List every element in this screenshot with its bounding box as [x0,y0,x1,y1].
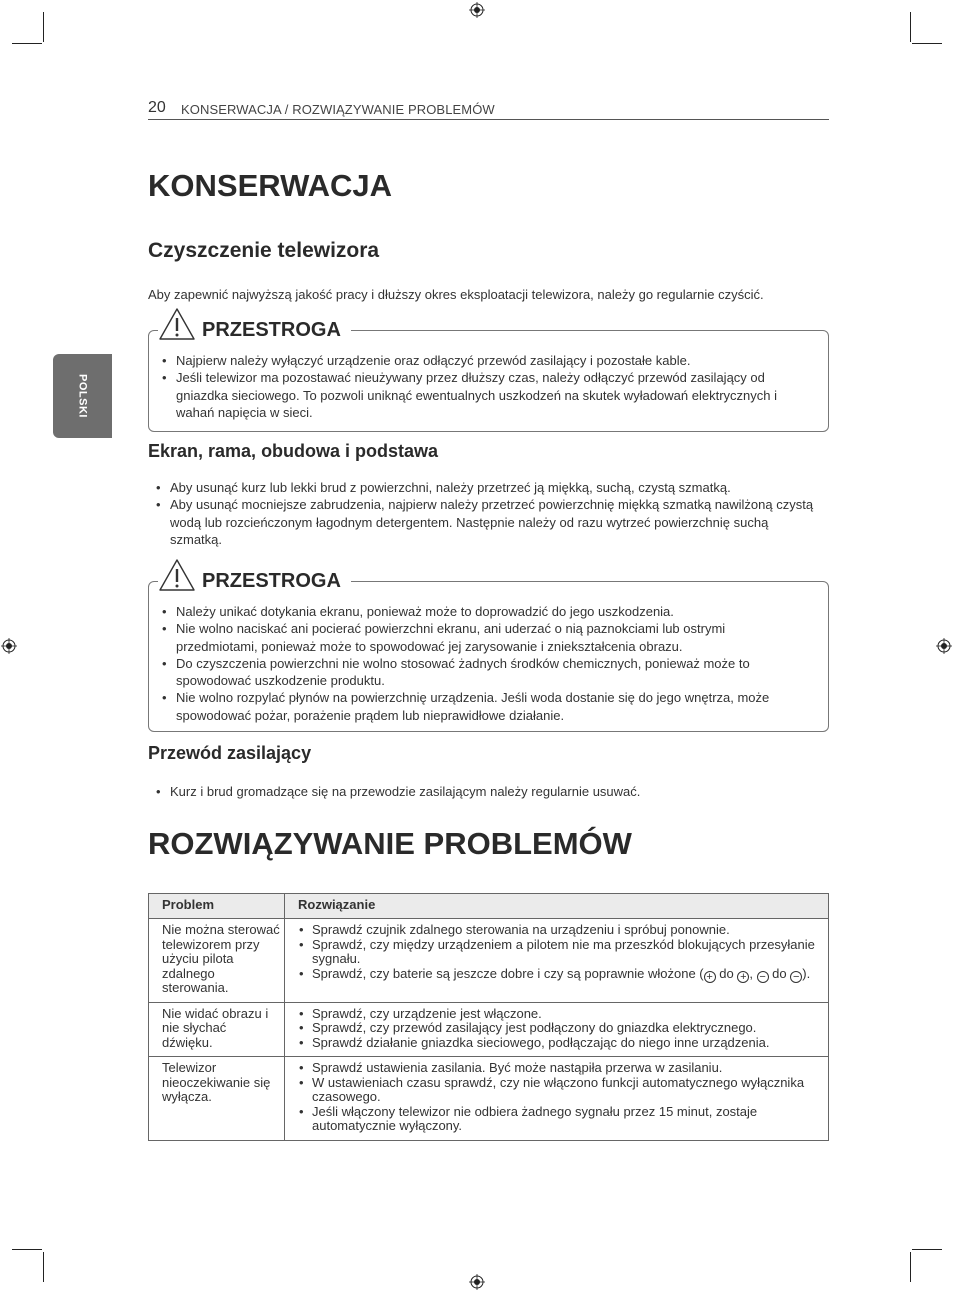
list-item: • Najpierw należy wyłączyć urządzenie oraz odłączyć przewód zasilający i pozostałe kable. [154,352,794,369]
list-item: • Sprawdź, czy przewód zasilający jest podłączony do gniazdka elektrycznego. [298,1021,818,1036]
plus-terminal-icon: + [704,971,716,983]
list-item: • Sprawdź działanie gniazdka sieciowego, podłączając do niego inne urządzenia. [298,1036,818,1051]
cleaning-intro: Aby zapewnić najwyższą jakość pracy i dłuższy okres eksploatacji telewizora, należy go regularnie czyścić. [148,287,764,302]
heading-power-cord: Przewód zasilający [148,743,312,763]
list-item: • Jeśli włączony telewizor nie odbiera żadnego sygnału przez 15 minut, zostaje automatycznie wyłączony. [298,1105,818,1134]
registration-mark-icon [469,1274,485,1290]
warning-triangle-icon [158,307,196,341]
heading-screen: Ekran, rama, obudowa i podstawa [148,441,439,461]
heading-cleaning: Czyszczenie telewizora [148,239,380,262]
registration-mark-icon [1,638,17,654]
crop-mark [910,1252,911,1282]
battery-note-text: ). [802,965,811,981]
problem-cell: Telewizor nieoczekiwanie się wyłącza. [149,1057,285,1141]
troubleshooting-table [148,893,829,1141]
list-item: • Należy unikać dotykania ekranu, ponieważ może to doprowadzić do jego uszkodzenia. [154,603,799,620]
list-item: • Sprawdź, czy między urządzeniem a pilotem nie ma przeszkód blokujących przesyłanie sygnału. [298,938,818,967]
page-number: 20 [148,99,166,116]
list-item: • Sprawdź, czy urządzenie jest włączone. [298,1007,818,1022]
header-rule [148,119,829,120]
crop-mark [12,1249,42,1250]
table-row [149,1057,829,1141]
battery-note-text: , [749,965,753,981]
column-header-problem: Problem [149,894,285,919]
caution-box-cleaning [148,330,829,432]
registration-mark-icon [936,638,952,654]
list-item: • Nie wolno naciskać ani pocierać powierzchni ekranu, ani uderzać o nią paznokciami lub ostrymi przedmiotami, ponieważ może to spowodować jej zarysowanie i zniekształcenia obrazu. [154,620,799,655]
list-item: • Aby usunąć mocniejsze zabrudzenia, najpierw należy przetrzeć powierzchnię miękką szmatką nawilżoną czystą wodą lub rozcieńczonym łagodnym detergentem. Następnie należy od razu wytrzeć powierzchnię suchą szmatką. [148,496,818,548]
running-head: KONSERWACJA / ROZWIĄZYWANIE PROBLEMÓW [181,102,495,117]
warning-triangle-icon [158,558,196,592]
caution-box-screen [148,581,829,732]
list-item: • Jeśli telewizor ma pozostawać nieużywany przez dłuższy czas, należy odłączyć przewód zasilający od gniazdka sieciowego. To pozwoli uniknąć ewentualnych uszkodzeń na skutek wyładowań elektrycznych i wahań napięcia w sieci. [154,369,794,421]
list-item: • Do czyszczenia powierzchni nie wolno stosować żadnych środków chemicznych, ponieważ może to spowodować uszkodzenie produktu. [154,655,799,690]
table-row [149,919,829,1003]
minus-terminal-icon: − [757,971,769,983]
caution-title: PRZESTROGA [202,319,341,341]
minus-terminal-icon: − [790,971,802,983]
section-title-troubleshooting: ROZWIĄZYWANIE PROBLEMÓW [148,826,632,861]
crop-mark [912,43,942,44]
crop-mark [43,1252,44,1282]
crop-mark [43,12,44,42]
caution-header [158,307,351,341]
language-side-tab [53,354,112,438]
solution-cell [285,1057,829,1141]
crop-mark [912,1249,942,1250]
side-tab-label: POLSKI [76,374,89,418]
list-item: • Kurz i brud gromadzące się na przewodzie zasilającym należy regularnie usuwać. [148,783,818,800]
plus-terminal-icon: + [737,971,749,983]
list-item: • Aby usunąć kurz lub lekki brud z powierzchni, należy przetrzeć ją miękką, suchą, czystą szmatką. [148,479,818,496]
list-item: • Nie wolno rozpylać płynów na powierzchnię urządzenia. Jeśli woda dostanie się do jego wnętrza, może spowodować pożar, porażenie prądem lub nieprawidłowe działanie. [154,689,799,724]
caution-header [158,558,351,592]
problem-cell: Nie widać obrazu i nie słychać dźwięku. [149,1002,285,1057]
battery-note-text: do [715,965,738,981]
power-cord-list [148,783,818,800]
list-item [298,967,818,983]
list-item: • Sprawdź czujnik zdalnego sterowania na urządzeniu i spróbuj ponownie. [298,923,818,938]
registration-mark-icon [469,2,485,18]
problem-cell: Nie można sterować telewizorem przy użyciu pilota zdalnego sterowania. [149,919,285,1003]
solution-cell [285,919,829,1003]
crop-mark [910,12,911,42]
list-item: • W ustawieniach czasu sprawdź, czy nie włączono funkcji automatycznego wyłącznika czasowego. [298,1076,818,1105]
table-header-row [149,894,829,919]
screen-care-list [148,479,818,548]
section-title-maintenance: KONSERWACJA [148,168,393,203]
list-item: • Sprawdź ustawienia zasilania. Być może nastąpiła przerwa w zasilaniu. [298,1061,818,1076]
crop-mark [12,43,42,44]
column-header-solution: Rozwiązanie [285,894,829,919]
caution-title: PRZESTROGA [202,570,341,592]
battery-note-text: do [768,965,791,981]
battery-note-text: Sprawdź, czy baterie są jeszcze dobre i czy są poprawnie włożone ( [312,965,704,981]
solution-cell [285,1002,829,1057]
table-row [149,1002,829,1057]
